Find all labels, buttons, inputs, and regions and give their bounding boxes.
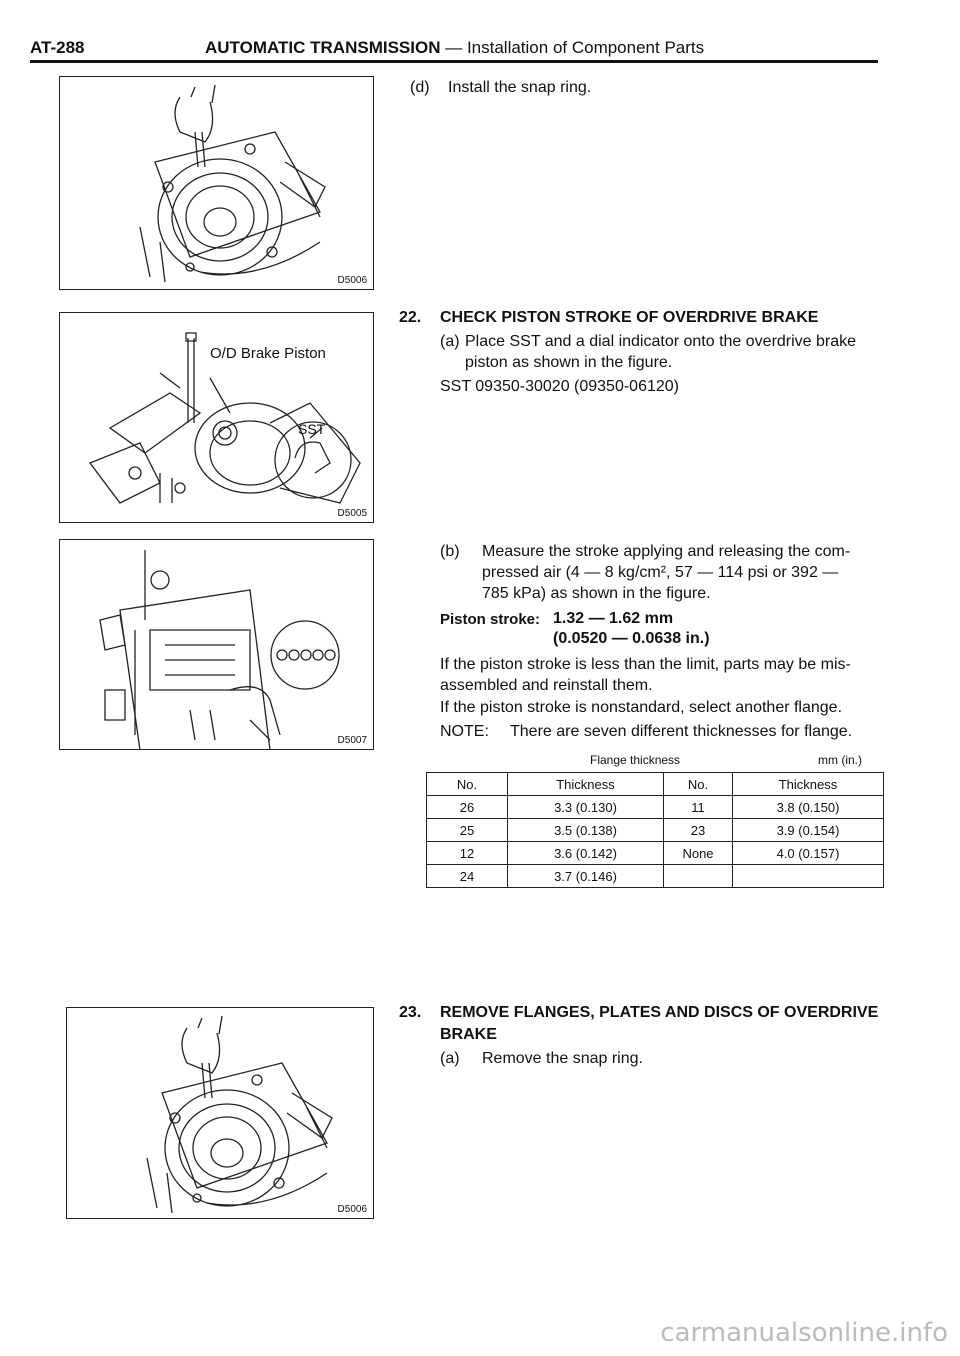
step-23-number: 23. bbox=[399, 1004, 422, 1021]
step-22b-marker: (b) bbox=[440, 543, 460, 560]
limit-line1: If the piston stroke is less than the limit, parts may be mis- bbox=[440, 656, 851, 673]
table-cell: 3.8 (0.150) bbox=[733, 796, 884, 819]
column-header: No. bbox=[664, 773, 733, 796]
step-22b-line1: Measure the stroke applying and releasing the com- bbox=[482, 543, 851, 560]
piston-stroke-label: Piston stroke: bbox=[440, 611, 541, 628]
table-cell: 12 bbox=[427, 842, 508, 865]
compressed-air-illustration bbox=[60, 540, 373, 749]
table-row bbox=[427, 796, 884, 819]
snap-ring-remove-illustration bbox=[67, 1008, 373, 1218]
figure-od-brake-piston bbox=[59, 312, 374, 523]
table-cell: 25 bbox=[427, 819, 508, 842]
table-row bbox=[427, 865, 884, 888]
step-22a-line1: Place SST and a dial indicator onto the overdrive brake bbox=[465, 333, 857, 350]
column-header: No. bbox=[427, 773, 508, 796]
step-22b-line2: pressed air (4 — 8 kg/cm², 57 — 114 psi or 392 — bbox=[482, 564, 839, 581]
table-cell bbox=[664, 865, 733, 888]
nonstandard-text: If the piston stroke is nonstandard, select another flange. bbox=[440, 699, 843, 716]
header-rule bbox=[30, 60, 878, 63]
site-watermark: carmanualsonline.info bbox=[660, 1318, 948, 1348]
figure-code: D5007 bbox=[337, 735, 367, 746]
sst-label: SST bbox=[298, 421, 326, 437]
table-cell bbox=[733, 865, 884, 888]
step-d-text: Install the snap ring. bbox=[448, 79, 592, 96]
step-23-title-line2: BRAKE bbox=[440, 1026, 497, 1043]
figure-compressed-air-measure bbox=[59, 539, 374, 750]
table-cell: 3.6 (0.142) bbox=[508, 842, 664, 865]
table-header-row bbox=[427, 773, 884, 796]
table-cell: 3.7 (0.146) bbox=[508, 865, 664, 888]
step-d-marker: (d) bbox=[410, 79, 430, 96]
step-23a-text: Remove the snap ring. bbox=[482, 1050, 643, 1067]
column-header: Thickness bbox=[508, 773, 664, 796]
figure-snap-ring-remove bbox=[66, 1007, 374, 1219]
sst-number: SST 09350-30020 (09350-06120) bbox=[440, 378, 679, 395]
limit-line2: assembled and reinstall them. bbox=[440, 677, 653, 694]
page-id: AT-288 bbox=[30, 38, 85, 57]
table-cell: 11 bbox=[664, 796, 733, 819]
snap-ring-illustration bbox=[60, 77, 373, 289]
figure-code: D5006 bbox=[337, 275, 367, 286]
step-22-number: 22. bbox=[399, 309, 422, 326]
step-23-title-line1: REMOVE FLANGES, PLATES AND DISCS OF OVERDRIVE bbox=[440, 1004, 879, 1021]
table-cell: 4.0 (0.157) bbox=[733, 842, 884, 865]
section-subtitle: — Installation of Component Parts bbox=[445, 38, 705, 57]
piston-stroke-in: (0.0520 — 0.0638 in.) bbox=[553, 630, 710, 647]
table-row bbox=[427, 819, 884, 842]
od-brake-piston-label: O/D Brake Piston bbox=[210, 345, 326, 362]
step-22a-line2: piston as shown in the figure. bbox=[465, 354, 673, 371]
flange-table-unit: mm (in.) bbox=[818, 753, 862, 767]
step-22-title: CHECK PISTON STROKE OF OVERDRIVE BRAKE bbox=[440, 309, 819, 326]
step-23a-marker: (a) bbox=[440, 1050, 460, 1067]
flange-table-caption: Flange thickness bbox=[590, 753, 681, 767]
note-text: There are seven different thicknesses for flange. bbox=[510, 723, 853, 740]
table-cell: 23 bbox=[664, 819, 733, 842]
step-22a-marker: (a) bbox=[440, 333, 460, 350]
section-title: AUTOMATIC TRANSMISSION bbox=[205, 38, 441, 57]
figure-code: D5005 bbox=[337, 508, 367, 519]
table-cell: 3.9 (0.154) bbox=[733, 819, 884, 842]
table-cell: None bbox=[664, 842, 733, 865]
figure-code: D5006 bbox=[337, 1204, 367, 1215]
table-row bbox=[427, 842, 884, 865]
figure-snap-ring-install bbox=[59, 76, 374, 290]
table-cell: 3.5 (0.138) bbox=[508, 819, 664, 842]
note-label: NOTE: bbox=[440, 723, 489, 740]
table-cell: 26 bbox=[427, 796, 508, 819]
piston-stroke-mm: 1.32 — 1.62 mm bbox=[553, 610, 674, 627]
table-cell: 24 bbox=[427, 865, 508, 888]
page-header-title bbox=[205, 38, 704, 58]
column-header: Thickness bbox=[733, 773, 884, 796]
flange-thickness-table bbox=[426, 772, 884, 888]
table-cell: 3.3 (0.130) bbox=[508, 796, 664, 819]
step-22b-line3: 785 kPa) as shown in the figure. bbox=[482, 585, 711, 602]
